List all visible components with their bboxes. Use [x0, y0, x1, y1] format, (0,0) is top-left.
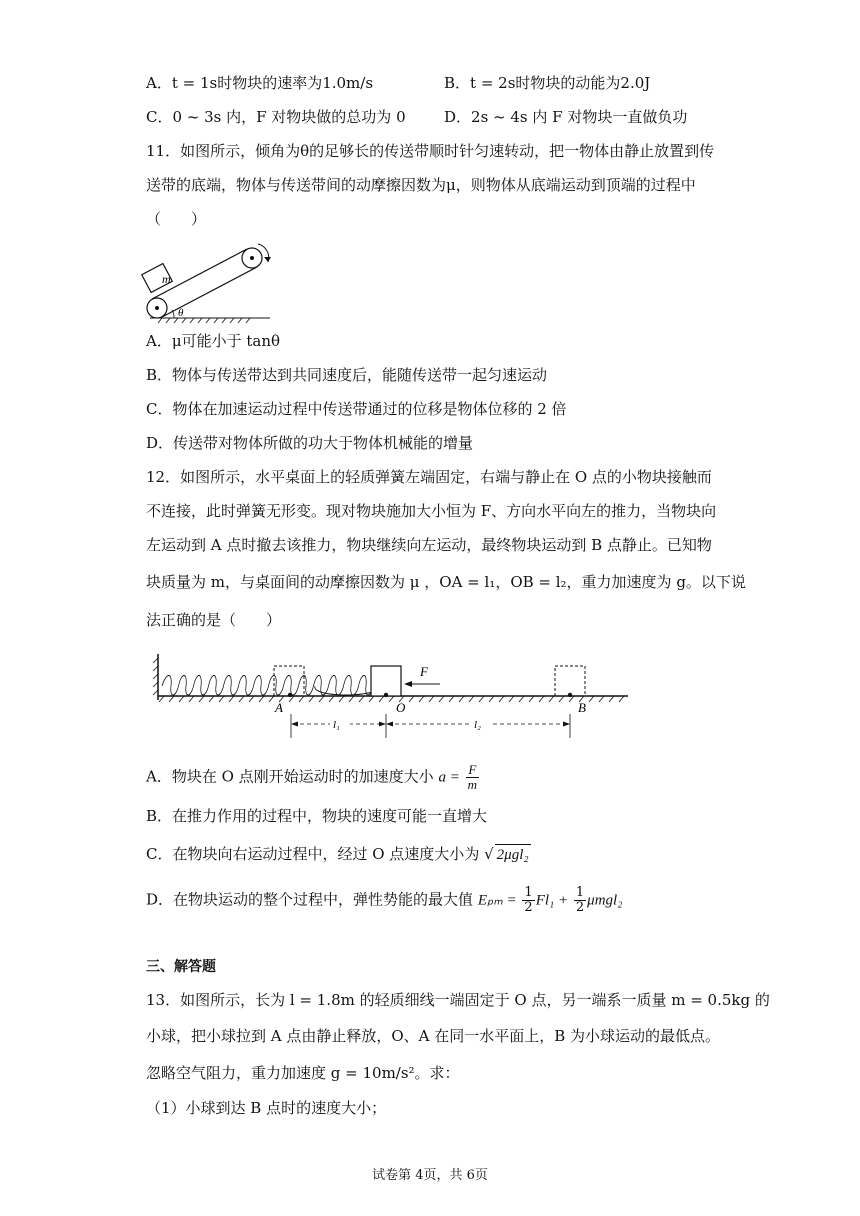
- q13-stem-line-3: 忽略空气阻力，重力加速度 g = 10m/s²。求：: [146, 1064, 460, 1082]
- q12-option-c: [146, 844, 531, 865]
- q12-option-d-term-1: Fl₁ +: [535, 892, 569, 909]
- q10-option-a: A．t = 1s时物块的速率为1.0m/s: [146, 74, 374, 92]
- length-l1-label: l₁: [333, 719, 340, 731]
- q12-stem-line-4: 块质量为 m，与桌面间的动摩擦因数为 μ ，OA = l₁，OB = l₂，重力加速度为 g。以下说: [146, 573, 746, 591]
- spring-coil: [162, 676, 381, 696]
- q12-option-a-fraction: [466, 763, 479, 792]
- q11-stem-line-1: 11．如图所示，倾角为θ的足够长的传送带顺时针匀速转动，把一物体由静止放置到传: [146, 142, 715, 160]
- q12-option-d-lhs: Eₚₘ =: [477, 892, 517, 909]
- block-at-o: [371, 666, 401, 696]
- q13-stem-line-1: 13．如图所示，长为 l = 1.8m 的轻质细线一端固定于 O 点，另一端系一质量 m = 0.5kg 的: [146, 991, 770, 1009]
- fraction-numerator: 1: [524, 885, 533, 900]
- spring-block-figure: [150, 652, 640, 742]
- half-fraction-2: [574, 886, 586, 915]
- q12-stem-line-3: 左运动到 A 点时撤去该推力，物块继续向左运动，最终物块运动到 B 点静止。已知物: [146, 536, 712, 554]
- q12-stem-line-2: 不连接，此时弹簧无形变。现对物块施加大小恒为 F、方向水平向左的推力，当物块向: [146, 502, 717, 520]
- q12-option-c-text: C．在物块向右运动过程中，经过 O 点速度大小为: [146, 845, 480, 863]
- force-label: F: [420, 664, 428, 679]
- q10-option-d: D．2s ~ 4s 内 F 对物块一直做负功: [444, 108, 688, 126]
- q12-option-a-lhs: a =: [438, 769, 460, 786]
- q10-option-b: B．t = 2s时物块的动能为2.0J: [444, 74, 651, 92]
- point-a-label: A: [275, 700, 283, 715]
- conveyor-belt-figure: [140, 232, 280, 324]
- page-footer: 试卷第 4页，共 6页: [372, 1168, 488, 1183]
- q11-answer-blank: （ ）: [146, 210, 207, 228]
- q12-option-d-text: D．在物块运动的整个过程中，弹性势能的最大值: [146, 890, 474, 909]
- q12-stem-line-5: 法正确的是（ ）: [146, 611, 282, 629]
- q11-option-c: C．物体在加速运动过程中传送带通过的位移是物体位移的 2 倍: [146, 400, 567, 418]
- mass-label: m: [162, 272, 171, 286]
- q12-option-c-radicand: 2μgl₂: [495, 844, 531, 865]
- q11-option-d: D．传送带对物体所做的功大于物体机械能的增量: [146, 434, 474, 452]
- section-title: 三、解答题: [146, 959, 216, 975]
- q12-option-d: [146, 886, 622, 915]
- length-l2-label: l₂: [474, 719, 481, 731]
- q11-option-a: A．μ可能小于 tanθ: [146, 332, 281, 350]
- half-fraction-1: [522, 886, 534, 915]
- block-position-b: [555, 666, 585, 696]
- q12-option-b: B．在推力作用的过程中，物块的速度可能一直增大: [146, 807, 488, 825]
- q13-part-1: （1）小球到达 B 点时的速度大小；: [146, 1099, 387, 1117]
- q12-option-a-text: A．物块在 O 点刚开始运动时的加速度大小: [146, 767, 434, 786]
- fraction-denominator: m: [467, 777, 477, 792]
- q11-option-b: B．物体与传送带达到共同速度后，能随传送带一起匀速运动: [146, 366, 548, 384]
- fraction-numerator: F: [466, 763, 479, 778]
- fraction-denominator: 2: [575, 900, 585, 915]
- q10-option-c: C．0 ~ 3s 内，F 对物块做的总功为 0: [146, 108, 406, 126]
- point-b-label: B: [578, 700, 586, 715]
- point-o-label: O: [396, 700, 406, 715]
- q11-stem-line-2: 送带的底端，物体与传送带间的动摩擦因数为μ，则物体从底端运动到顶端的过程中: [146, 176, 696, 194]
- sqrt-symbol: √: [484, 845, 494, 863]
- fraction-numerator: 1: [575, 885, 585, 900]
- fraction-denominator: 2: [524, 900, 533, 915]
- q13-stem-line-2: 小球，把小球拉到 A 点由静止释放，O、A 在同一水平面上，B 为小球运动的最低点。: [146, 1027, 721, 1045]
- q12-stem-line-1: 12．如图所示，水平桌面上的轻质弹簧左端固定，右端与静止在 O 点的小物块接触而: [146, 468, 712, 486]
- angle-label: θ: [178, 307, 184, 319]
- q12-option-d-term-2: μmgl₂: [587, 892, 623, 909]
- q12-option-a: [146, 763, 480, 792]
